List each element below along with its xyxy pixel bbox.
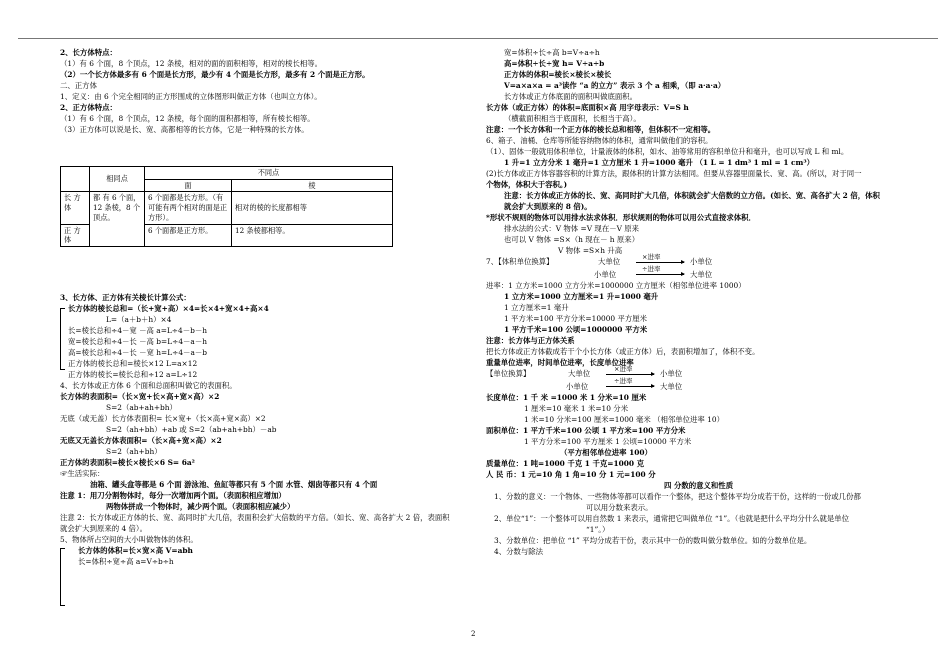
multiply-rate-label: ×进率: [614, 365, 633, 373]
text-line: （3）正方体可以说是长、宽、高都相等的长方体，它是一种特殊的长方体。: [60, 125, 309, 134]
formula: 1 米=10 分米=100 厘米=1000 毫米 （相邻单位进率 10）: [524, 415, 724, 424]
small-unit-label: 小单位: [594, 270, 617, 279]
table-header-edge: 棱: [232, 179, 393, 192]
cube-section-heading: 二、正方体: [60, 81, 97, 90]
brace: [60, 548, 65, 606]
text-line: “1”。）: [586, 525, 610, 534]
table-cell-edge: 12 条棱都相等。: [232, 224, 393, 246]
formula: 1 平方米=100 平方分米=10000 平方厘米: [504, 314, 648, 323]
text-line: 把长方体或正方体截成若干个小长方体（或正方体）后，表面积增加了，体积不变。: [486, 347, 760, 356]
formula: 宽=体积÷长÷高 b=V÷a÷h: [504, 48, 600, 57]
small-unit-label: 小单位: [690, 257, 713, 266]
text-line: 1、分数的意义：一个物体、一些物体等都可以看作一个整体，把这个整体平均分成若干份，这样的一份或几份都: [494, 492, 861, 501]
arrow-right-icon: [636, 274, 684, 275]
formula: 正方体的表面积=棱长×棱长×6 S= 6a²: [60, 458, 195, 468]
table-header-same: 相同点: [90, 167, 145, 192]
text-line: （1）有 6 个面，8 个顶点，12 条棱，相对的面的面积相等，相对的棱长相等。: [60, 59, 323, 68]
formula: 高=棱长总和÷4－长 －宽 h=L÷4－a－b: [68, 348, 207, 358]
divide-rate-label: ÷进率: [642, 265, 661, 273]
formula-heading: 3、长方体、正方体有关棱长计算公式：: [60, 293, 191, 303]
page-number: 2: [471, 630, 476, 638]
note-line: 就会扩大到原来的 4 倍）。: [60, 524, 147, 534]
formula: 长方体的棱长总和=（长+宽+高）×4=长×4+宽×4+高×4: [68, 304, 269, 314]
formula: 也可以 V 物体 =S×（h 现在－ h 原来）: [504, 235, 640, 244]
table-header-face: 面: [145, 179, 232, 192]
text-line: 5、物体所占空间的大小叫做物体的体积。: [60, 535, 198, 545]
table-header-diff: 不同点: [145, 167, 393, 180]
multiply-rate-label: ×进率: [642, 253, 661, 261]
text-line: （1）、固体一般就用体积单位，计量液体的体积，如水、油等常用的容积单位升和毫升，也可以写成 L 和 ml。: [486, 147, 849, 156]
text-line: (2)长方体或正方体容器容积的计算方法，跟体积的计算方法相同。但要从容器里面量长、宽、高。(所以，对于同一: [486, 169, 862, 178]
small-unit-label: 小单位: [566, 382, 589, 391]
text-line: 重量单位进率，时间单位进率，长度单位进率: [486, 358, 634, 367]
formula: S=2（ab+ah+bh）: [106, 403, 177, 413]
formula: 长方体的体积=长×宽×高 V=abh: [78, 546, 193, 556]
formula: S=2（ah+bh）+ab 或 S=2（ab+ah+bh）－ab: [106, 425, 277, 435]
brace: [60, 308, 65, 370]
formula: 长=体积÷宽÷高 a=V÷b÷h: [78, 557, 174, 567]
volume-conversion: [486, 253, 926, 281]
note-line: 注意：长方体或正方体的长、宽、高同时扩大几倍，体积就会扩大倍数的立方倍。(如长、宽、高各扩大 2 倍，体积: [504, 191, 880, 200]
arrow-right-icon: [606, 374, 654, 375]
formula: 1 立方厘米=1 毫升: [504, 303, 569, 312]
formula: 1 升=1 立方分米 1 毫升=1 立方厘米 1 升=1000 毫升 （1 L = 1 dm³ 1 ml = 1 cm³）: [504, 158, 814, 167]
formula: 排水法的公式：V 物体 =V 现在－V 原来: [504, 224, 640, 233]
big-unit-label: 大单位: [568, 369, 591, 378]
table-cell-face: 6 个面都是长方形。（有可能有两个相对的面是正方形）。: [145, 192, 232, 224]
text-line: （横截面积相当于底面积，长相当于高）。: [504, 114, 641, 123]
formula: 质量单位：1 吨=1000 千克 1 千克=1000 克: [486, 459, 644, 468]
text-line: 3、分数单位：把单位 “1” 平均分成若干份，表示其中一份的数叫做分数单位。如的分数单位是。: [494, 536, 812, 545]
text-line: *形状不规则的物体可以用排水法求体积．形状规则的物体可以用公式直接求体积．: [486, 213, 756, 222]
text-line: 4、长方体或正方体 6 个面和总面积叫做它的表面积。: [60, 381, 237, 391]
text-line: 进率：1 立方米=1000 立方分米=1000000 立方厘米（相邻单位进率 1000）: [486, 281, 746, 290]
formula: V=a×a×a = a³读作 “a 的立方” 表示 3 个 a 相乘，（即 a·a·a）: [504, 81, 726, 90]
formula: 正方体的棱长=棱长总和÷12 a=L÷12: [68, 370, 198, 380]
right-column: [486, 48, 926, 558]
small-unit-label: 小单位: [660, 369, 683, 378]
table-row-name: 正 方 体: [61, 224, 90, 246]
formula: V 物体 =S×h 升高: [558, 246, 623, 255]
formula: S=2（ah+bh）: [106, 447, 162, 457]
table-cell-same: 都 有 6 个面，12 条棱，8 个顶点。: [90, 192, 145, 247]
formula-group-edges: [60, 304, 460, 381]
section-heading: 【单位换算】: [486, 369, 531, 378]
text-line: 2、单位“1”：一个整体可以用自然数 1 来表示，通常把它叫做单位 “1”。（也就是把什么平均分什么就是单位: [494, 514, 850, 523]
formula-group-volume: [60, 546, 460, 568]
note-line: 注意：长方体与正方体关系: [486, 336, 575, 345]
big-unit-label: 大单位: [690, 270, 713, 279]
formula: 无底又无盖长方体表面积=（长×高+宽×高）×2: [60, 436, 222, 446]
chapter-heading: 四 分数的意义和性质: [664, 481, 734, 490]
formula: 长=棱长总和÷4－宽 －高 a=L÷4－b－h: [68, 326, 207, 336]
formula: （平方相邻单位进率 100）: [560, 448, 652, 457]
formula: L=（a＋b＋h）×4: [106, 315, 172, 325]
big-unit-label: 大单位: [598, 257, 621, 266]
divide-rate-label: ÷进率: [614, 377, 633, 385]
header-rule: [18, 38, 938, 39]
unit-conversion: [486, 365, 926, 393]
formula: 1 厘米=10 毫米 1 米=10 分米: [524, 404, 629, 413]
formula: 无底（或无盖）长方体表面积= 长×宽+（长×高+宽×高）×2: [60, 414, 266, 424]
text-line: 可以用分数来表示。: [586, 503, 653, 512]
formula: 面积单位：1 平方千米=100 公顷 1 平方米=100 平方分米: [486, 426, 686, 435]
note-line: 两物体拼成一个物体时，减少两个面。（表面积相应减少）: [106, 502, 295, 512]
formula: 1 平方千米=100 公顷=1000000 平方米: [504, 325, 648, 334]
text-line: 1、定义：由 6 个完全相同的正方形围成的立体图形叫做正方体（也叫立方体）。: [60, 92, 322, 101]
formula: 1 平方分米=100 平方厘米 1 公顷=10000 平方米: [524, 437, 692, 446]
text-line: ☞生活实际：: [60, 469, 105, 479]
table-row-name: 长 方 体: [61, 192, 90, 224]
formula: 长方体（或正方体）的体积=底面积×高 用字母表示：V=S h: [486, 103, 689, 112]
text-line: 个物体，体积大于容积。): [486, 180, 568, 189]
note-line: 注意 2：长方体或正方体的长、宽、高同时扩大几倍，表面积会扩大倍数的平方倍。（如长、宽、高各扩大 2 倍，表面积: [60, 513, 450, 523]
formula: 高=体积÷长÷宽 h= V÷a÷b: [504, 59, 605, 68]
formula: 1 立方米=1000 立方厘米=1 升=1000 毫升: [504, 292, 659, 301]
text-line: 4、分数与除法: [494, 547, 544, 556]
text-line: 长方体或正方体底面的面积叫做底面积。: [504, 92, 638, 101]
arrow-right-icon: [636, 262, 684, 263]
table-cell-face: 6 个面都是正方形。: [145, 224, 232, 246]
arrow-right-icon: [606, 386, 654, 387]
formula: 正方体的体积=棱长×棱长×棱长: [504, 70, 612, 79]
cuboid-features-heading: 2、长方体特点：: [60, 48, 117, 57]
note-line: 注意 1：用刀分割物体时，每分一次增加两个面。（表面积相应增加）: [60, 491, 286, 501]
comparison-table: [60, 166, 393, 247]
text-line: 油箱、罐头盒等都是 6 个面 游泳池、鱼缸等都只有 5 个面 水管、烟囱等都只有 4 个面: [90, 480, 378, 490]
text-line: （1）有 6 个面，8 个顶点，12 条棱，每个面的面积都相等，所有棱长相等。: [60, 114, 315, 123]
text-line: （2）一个长方体最多有 6 个面是长方形，最少有 4 个面是长方形，最多有 2 个面是正方形。: [60, 70, 370, 79]
formula: 正方体的棱长总和=棱长×12 L=a×12: [68, 359, 198, 369]
formula: 人 民 币：1 元=10 角 1 角=10 分 1 元=100 分: [486, 470, 656, 479]
table-cell-edge: 相对的棱的长度都相等: [232, 192, 393, 224]
cube-features-heading: 2、正方体特点：: [60, 103, 117, 112]
text-line: 6、箱子、油桶、仓库等所能容纳物体的体积，通常叫做他们的容积。: [486, 136, 713, 145]
note-line: 就会扩大到原来的 8 倍)。: [504, 202, 592, 211]
note-line: 注意：一个长方体和一个正方体的棱长总和相等，但体积不一定相等。: [486, 125, 716, 134]
formula: 长度单位：1 千 米 =1000 米 1 分米=10 厘米: [486, 393, 647, 402]
section-heading: 7、【体积单位换算】: [486, 257, 554, 266]
formula: 长方体的表面积=（长×宽+长×高+宽×高）×2: [60, 392, 220, 402]
formula: 宽=棱长总和÷4－长 －高 b=L÷4－a－h: [68, 337, 207, 347]
big-unit-label: 大单位: [660, 382, 683, 391]
left-column: [60, 48, 460, 568]
